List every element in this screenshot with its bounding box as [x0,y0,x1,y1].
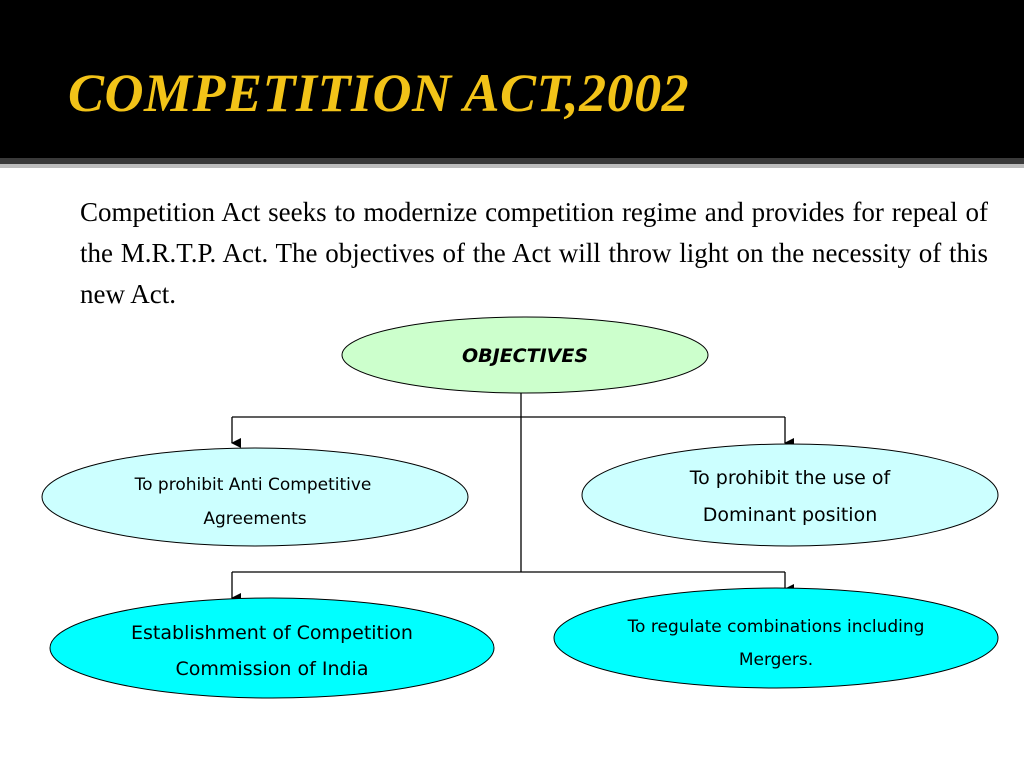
objective-combinations-node [554,588,998,688]
objective-ellipse [554,588,998,688]
objectives-node [342,317,708,393]
objective-commission-node [50,598,494,698]
objectives-label: OBJECTIVES [461,345,589,367]
objective-ellipse [582,444,998,546]
objective-label-line1: To regulate combinations including [627,617,925,637]
objective-label-line1: Establishment of Competition [131,622,413,644]
objective-anti-competitive-node [42,448,468,546]
objective-ellipse [42,448,468,546]
objective-label-line2: Commission of India [175,658,369,680]
objective-label-line2: Dominant position [702,504,878,526]
objective-label-line1: To prohibit the use of [689,467,891,489]
objective-label-line1: To prohibit Anti Competitive [134,475,372,495]
objective-ellipse [50,598,494,698]
objective-label-line2: Mergers. [738,650,814,670]
slide-title: COMPETITION ACT,2002 [68,63,690,123]
objective-label-line2: Agreements [203,509,307,529]
objective-dominant-position-node [582,444,998,546]
intro-paragraph: Competition Act seeks to modernize competition regime and provides for repeal of the M.R.T.P. Act. The objectives of the Act will throw light on the necessity of this new Act. [80,197,988,309]
